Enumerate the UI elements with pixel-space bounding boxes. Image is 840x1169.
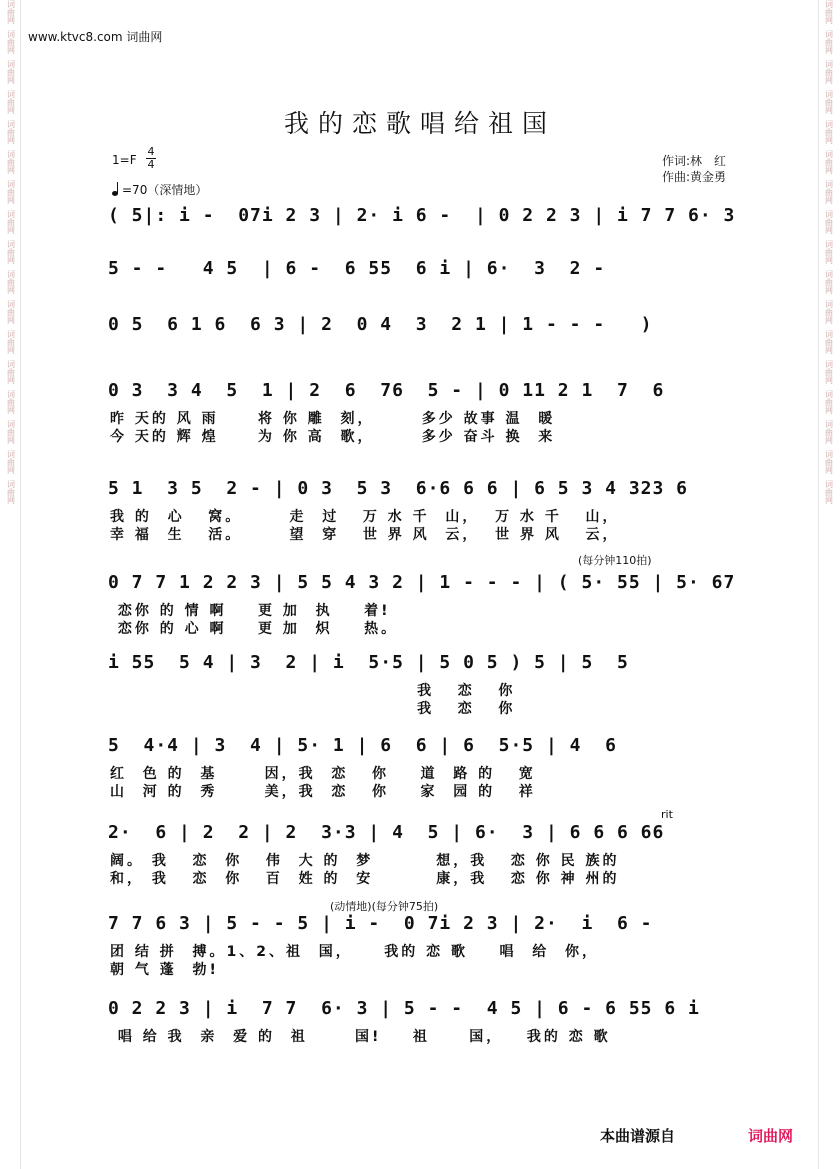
source-label: 本曲谱源自: [600, 1127, 676, 1145]
notation-line: 0 7 7 1 2 2 3 | 5 5 4 3 2 | 1 - - - | ( 5· 55 | 5· 67: [108, 572, 736, 593]
tempo-change: (每分钟110拍): [578, 554, 652, 567]
lyric-line: 恋你 的 心 啊 更 加 炽 热。: [110, 621, 399, 637]
side-watermark-text: 词曲网: [824, 180, 834, 204]
side-watermark-text: 词曲网: [6, 60, 16, 84]
lyric-line: 恋你 的 情 啊 更 加 执 着!: [110, 603, 391, 619]
side-watermark-text: 词曲网: [824, 270, 834, 294]
side-watermark-text: 词曲网: [824, 0, 834, 24]
frame-right: [818, 0, 819, 1169]
quarter-note-icon: [112, 191, 118, 196]
lyric-line: 我 恋 你: [110, 683, 516, 699]
side-watermark-text: 词曲网: [6, 450, 16, 474]
notation-line: 2· 6 | 2 2 | 2 3·3 | 4 5 | 6· 3 | 6 6 6 66: [108, 822, 665, 843]
side-watermark-text: 词曲网: [824, 390, 834, 414]
lyric-line: 今 天的 辉 煌 为 你 高 歌， 多少 奋斗 换 来: [110, 429, 556, 445]
left-watermark-strip: [4, 0, 18, 1169]
side-watermark-text: 词曲网: [6, 30, 16, 54]
side-watermark-text: 词曲网: [6, 360, 16, 384]
credits: [662, 153, 726, 185]
lyric-line: 朝 气 蓬 勃!: [110, 962, 219, 978]
lyric-line: 昨 天的 风 雨 将 你 雕 刻， 多少 故事 温 暖: [110, 411, 556, 427]
notation-line: i 55 5 4 | 3 2 | i 5·5 | 5 0 5 ) 5 | 5 5: [108, 652, 629, 673]
side-watermark-text: 词曲网: [824, 30, 834, 54]
side-watermark-text: 词曲网: [6, 330, 16, 354]
side-watermark-text: 词曲网: [824, 420, 834, 444]
side-watermark-text: 词曲网: [6, 420, 16, 444]
composer: 作曲:黄金勇: [662, 170, 727, 184]
side-watermark-text: 词曲网: [6, 90, 16, 114]
side-watermark-text: 词曲网: [824, 150, 834, 174]
side-watermark-text: 词曲网: [6, 390, 16, 414]
side-watermark-text: 词曲网: [824, 60, 834, 84]
side-watermark-text: 词曲网: [824, 360, 834, 384]
notation-line: 5 - - 4 5 | 6 - 6 55 6 i | 6· 3 2 -: [108, 258, 606, 279]
side-watermark-text: 词曲网: [824, 120, 834, 144]
side-watermark-text: 词曲网: [6, 210, 16, 234]
side-watermark-text: 词曲网: [824, 480, 834, 504]
side-watermark-text: 词曲网: [6, 150, 16, 174]
lyric-line: 幸 福 生 活。 望 穿 世 界 风 云， 世 界 风 云，: [110, 527, 620, 543]
side-watermark-text: 词曲网: [824, 240, 834, 264]
frame-left: [20, 0, 21, 1169]
side-watermark-text: 词曲网: [824, 210, 834, 234]
side-watermark-text: 词曲网: [6, 0, 16, 24]
side-watermark-text: 词曲网: [824, 90, 834, 114]
notation-line: 0 3 3 4 5 1 | 2 6 76 5 - | 0 11 2 1 7 6: [108, 380, 665, 401]
lyric-line: 红 色 的 基 因，我 恋 你 道 路 的 宽: [110, 766, 536, 782]
rit-marking: rit: [661, 808, 673, 821]
side-watermark-text: 词曲网: [824, 330, 834, 354]
lyric-line: 我 的 心 窝。 走 过 万 水 千 山， 万 水 千 山，: [110, 509, 620, 525]
notation-line: 5 4·4 | 3 4 | 5· 1 | 6 6 | 6 5·5 | 4 6: [108, 735, 617, 756]
lyric-line: 唱 给 我 亲 爱 的 祖 国! 祖 国， 我的 恋 歌: [110, 1029, 611, 1045]
side-watermark-text: 词曲网: [824, 450, 834, 474]
side-watermark-text: 词曲网: [6, 240, 16, 264]
right-watermark-strip: [822, 0, 836, 1169]
side-watermark-text: 词曲网: [6, 120, 16, 144]
time-signature: $\frac{4}{4}$: [147, 145, 155, 171]
tempo-change-slow: (动情地)(每分钟75拍): [330, 900, 439, 913]
side-watermark-text: 词曲网: [6, 270, 16, 294]
lyric-line: 和， 我 恋 你 百 姓 的 安 康，我 恋 你 神 州的: [110, 871, 620, 887]
lyric-line: 山 河 的 秀 美，我 恋 你 家 园 的 祥: [110, 784, 536, 800]
brand-link[interactable]: 词曲网: [748, 1127, 794, 1145]
lyric-line: 团 结 拼 搏。1、2、祖 国， 我的 恋 歌 唱 给 你，: [110, 944, 599, 960]
song-title: 我的恋歌唱给祖国: [283, 109, 556, 138]
side-watermark-text: 词曲网: [6, 300, 16, 324]
side-watermark-text: 词曲网: [6, 180, 16, 204]
lyricist: 作词:林 红: [662, 154, 727, 168]
tempo-marking: =70（深情地）: [112, 181, 207, 198]
site-watermark[interactable]: www.ktvc8.com 词曲网: [28, 30, 163, 44]
lyric-line: 我 恋 你: [110, 701, 516, 717]
notation-line: 0 2 2 3 | i 7 7 6· 3 | 5 - - 4 5 | 6 - 6 55 6 i: [108, 998, 700, 1019]
lyric-line: 阔。 我 恋 你 伟 大 的 梦 想，我 恋 你 民 族的: [110, 853, 620, 869]
notation-line: 5 1 3 5 2 - | 0 3 5 3 6·6 6 6 | 6 5 3 4 323 6: [108, 478, 689, 499]
key-signature: 1=F: [112, 153, 137, 167]
side-watermark-text: 词曲网: [6, 480, 16, 504]
notation-line: 0 5 6 1 6 6 3 | 2 0 4 3 2 1 | 1 - - - ): [108, 314, 653, 335]
side-watermark-text: 词曲网: [824, 300, 834, 324]
notation-line: ( 5|: i - 07i 2 3 | 2· i 6 - | 0 2 2 3 | i 7 7 6· 3: [108, 205, 736, 226]
notation-line: 7 7 6 3 | 5 - - 5 | i - 0 7i 2 3 | 2· i 6 -: [108, 913, 653, 934]
